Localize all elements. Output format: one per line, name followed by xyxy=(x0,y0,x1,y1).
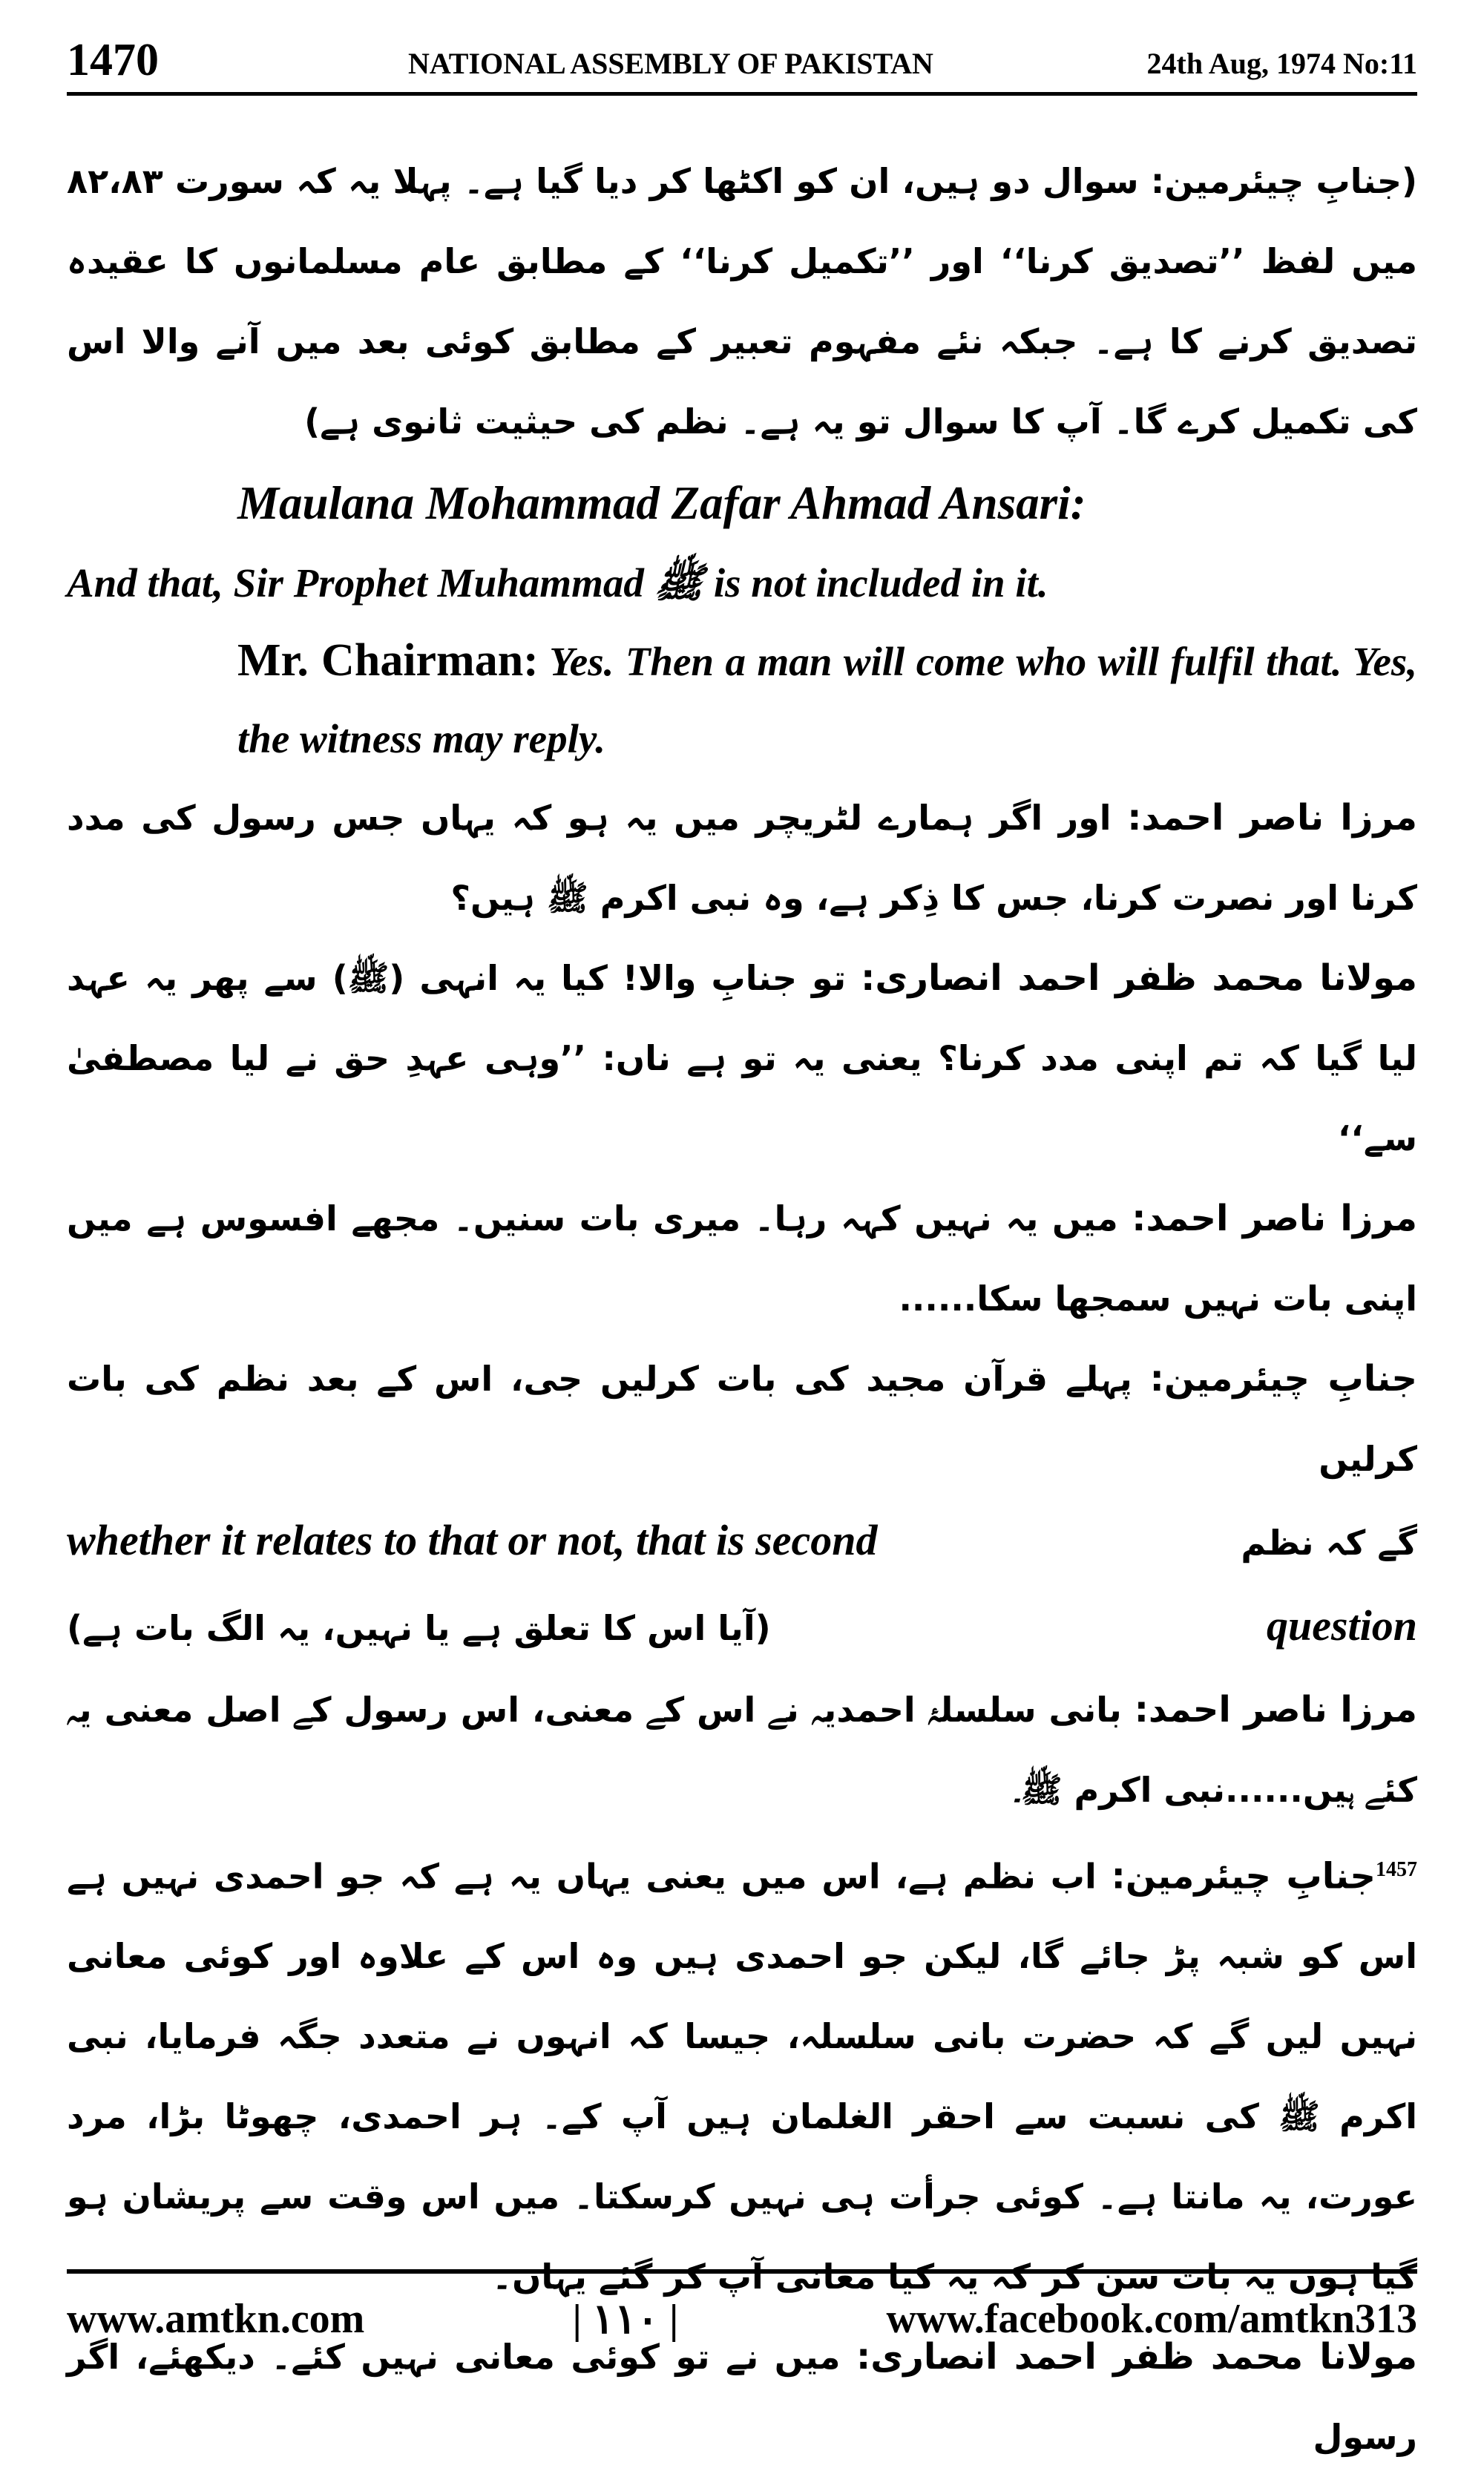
speaker-chairman: Mr. Chairman: xyxy=(237,635,539,686)
header-rule xyxy=(67,92,1417,96)
paragraph-7 xyxy=(67,1178,1417,1339)
paragraph-12 xyxy=(67,1830,1417,2317)
paragraph-1: (جنابِ چیئرمین: سوال دو ہیں، ان کو اکٹھا کر دیا گیا ہے۔ پہلا یہ کہ سورت ۸۲،۸۳ میں لفظ ’’تصدیق کرنا‘‘ اور ’’تکمیل کرنا‘‘ کے مطابق عام مسلمانوں کا عقیدہ تصدیق کرنے کا ہے۔ جبکہ نئے مفہوم تعبیر کے مطابق کوئی بعد میں آنے والا اس کی تکمیل کرے گا۔ آپ کا سوال تو یہ ہے۔ نظم کی حیثیت ثانوی ہے) xyxy=(67,161,1417,442)
speaker-mirza-nasir: مرزا ناصر احمد: xyxy=(1134,1689,1417,1730)
speaker-heading-ansari: Maulana Mohammad Zafar Ahmad Ansari: xyxy=(237,477,1086,529)
paragraph-6 xyxy=(67,938,1417,1178)
mixed-line-2-english: question xyxy=(1266,1601,1417,1650)
page-header xyxy=(67,30,1417,89)
paragraph-11 xyxy=(67,1670,1417,1830)
paragraph-5-text: اور اگر ہمارے لٹریچر میں یہ ہو کہ یہاں جس رسول کی مدد کرنا اور نصرت کرنا، جس کا ذِکر ہے، وہ نبی اکرم ﷺ ہیں؟ xyxy=(67,798,1417,918)
paragraph-7-text: میں یہ نہیں کہہ رہا۔ میری بات سنیں۔ مجھے افسوس ہے میں اپنی بات نہیں سمجھا سکا...... xyxy=(67,1198,1417,1319)
footnote-marker: 1457 xyxy=(1376,1858,1417,1881)
speaker-chairman-urdu: جنابِ چیئرمین: xyxy=(1149,1358,1417,1400)
paragraph-6-text: تو جنابِ والا! کیا یہ انہی (ﷺ) سے پھر یہ عہد لیا گیا کہ تم اپنی مدد کرنا؟ یعنی یہ تو ہے ناں: ’’وہی عہدِ حق نے لیا مصطفیٰ سے‘‘ xyxy=(67,958,1417,1158)
mixed-line-1 xyxy=(67,1499,1417,1584)
paragraph-8-text: پہلے قرآن مجید کی بات کرلیں جی، اس کے بعد نظم کی بات کرلیں xyxy=(67,1359,1417,1479)
speaker-ansari: مولانا محمد ظفر احمد انصاری: xyxy=(861,957,1417,999)
speaker-mirza-nasir: مرزا ناصر احمد: xyxy=(1127,797,1417,839)
paragraph-5 xyxy=(67,778,1417,938)
paragraph-11-text: بانی سلسلۂ احمدیہ نے اس کے معنی، اس رسول کے اصل معنی یہ کئے ہیں......نبی اکرم ﷺ۔ xyxy=(67,1690,1417,1810)
page-footer xyxy=(67,2289,1417,2349)
mixed-line-2-urdu: (آیا اس کا تعلق ہے یا نہیں، یہ الگ بات ہے) xyxy=(67,1608,771,1648)
footer-website-link[interactable]: www.amtkn.com xyxy=(67,2296,365,2342)
speaker-ansari: مولانا محمد ظفر احمد انصاری: xyxy=(856,2336,1417,2378)
page-number: 1470 xyxy=(67,35,159,85)
mixed-line-1-urdu: گے کہ نظم xyxy=(1241,1523,1417,1563)
speaker-mirza-nasir: مرزا ناصر احمد: xyxy=(1132,1198,1417,1239)
header-title: NATIONAL ASSEMBLY OF PAKISTAN xyxy=(408,47,933,80)
speaker-chairman-urdu: جنابِ چیئرمین: xyxy=(1111,1855,1376,1897)
paragraph-4 xyxy=(67,622,1417,778)
paragraph-8 xyxy=(67,1339,1417,1499)
mixed-line-1-english: whether it relates to that or not, that is second xyxy=(67,1516,878,1564)
footer-page-number: | ۱۱۰ | xyxy=(572,2296,679,2343)
paragraph-13-text: میں نے تو کوئی معانی نہیں کئے۔ دیکھئے، اگر رسول xyxy=(67,2337,1417,2458)
paragraph-3: And that, Sir Prophet Muhammad ﷺ is not included in it. xyxy=(67,560,1048,606)
mixed-line-2 xyxy=(67,1584,1417,1670)
footer-facebook-link[interactable]: www.facebook.com/amtkn313 xyxy=(886,2296,1417,2342)
paragraph-12-text: اب نظم ہے، اس میں یعنی یہاں یہ ہے کہ جو احمدی نہیں ہے اس کو شبہ پڑ جائے گا، لیکن جو احمدی ہیں وہ اس کے علاوہ اور کوئی معانی نہیں لیں گے کہ حضرت بانی سلسلہ، جیسا کہ انہوں نے متعدد جگہ فرمایا، نبی اکرم ﷺ کی نسبت سے احقر الغلمان ہیں آپ کے۔ ہر احمدی، چھوٹا بڑا، مرد عورت، یہ مانتا ہے۔ کوئی جرأت ہی نہیں کرسکتا۔ میں اس وقت سے پریشان ہو گیا ہوں یہ بات سن کر کہ یہ کیا معانی آپ کر گئے یہاں۔ xyxy=(67,1856,1417,2297)
footer-rule xyxy=(67,2269,1417,2274)
paragraph-4-text: Yes. Then a man will come who will fulfil that. Yes, the witness may reply. xyxy=(237,639,1418,761)
header-date: 24th Aug, 1974 No:11 xyxy=(1146,47,1417,80)
